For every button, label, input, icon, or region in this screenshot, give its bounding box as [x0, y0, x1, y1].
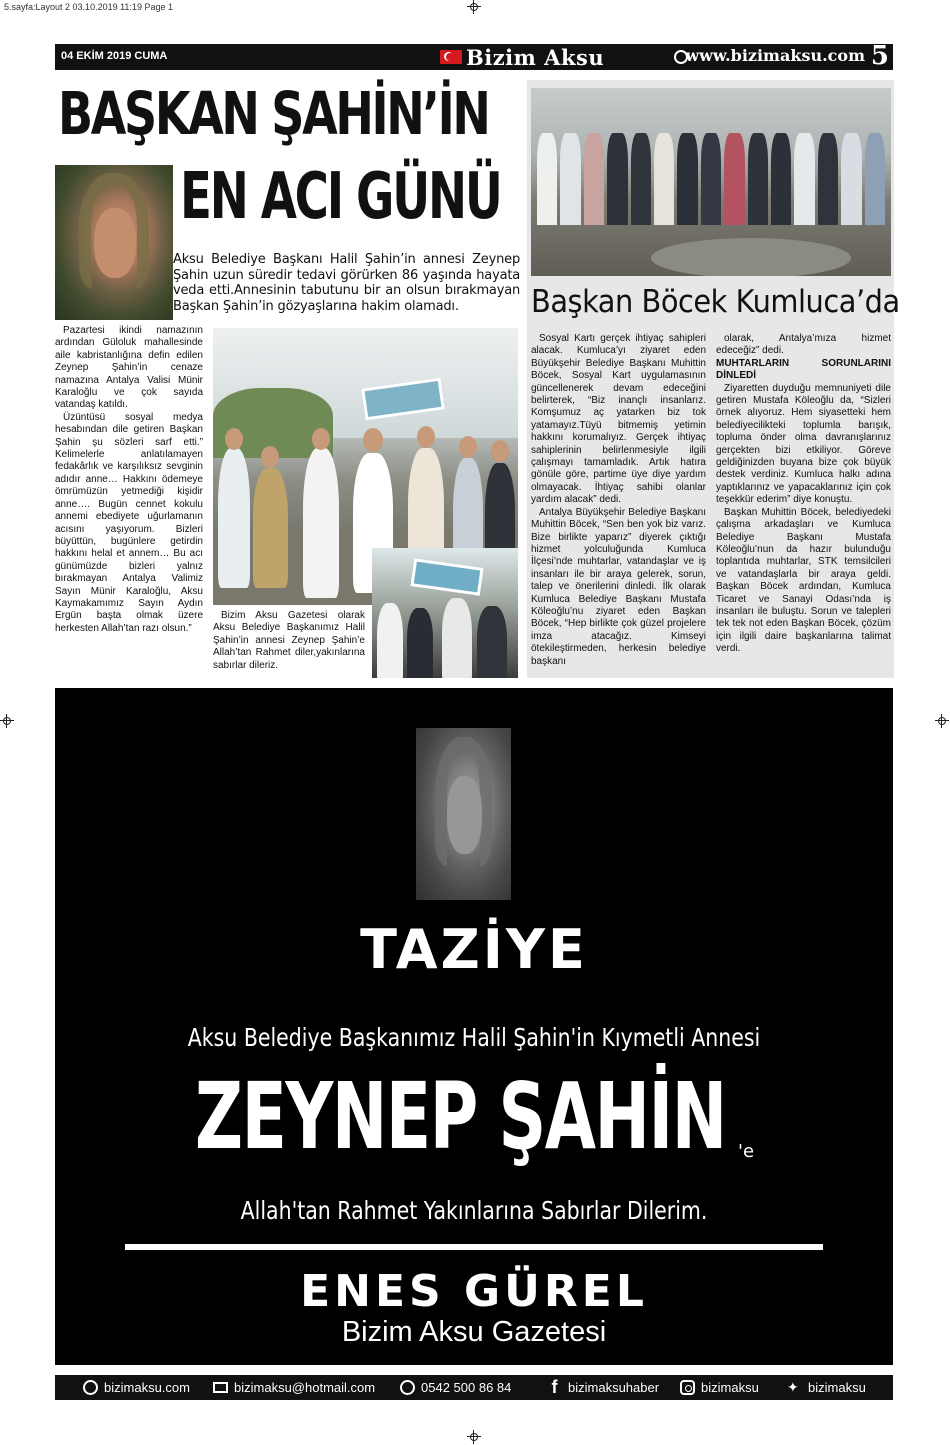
- footer-email[interactable]: [213, 1380, 375, 1395]
- whatsapp-icon: [400, 1380, 415, 1395]
- side-story-paragraph: olarak, Antalya’mıza hizmet edeceğiz” dedi.: [716, 333, 891, 357]
- side-story-paragraph: Antalya Büyükşehir Belediye Başkanı Muhittin Böcek, “Sen ben yok biz varız. Bize birlikte yaparız” diyerek çıktığı hizmet yolculuğunda Kumluca İlçesi’nde muhtarlar, vatandaşlar ve iş insanları ile bir araya gelerek, sorun, talep ve önerilerini dinledi. İlk olarak Kumluca Belediye Başkanı Mustafa Köleoğlu’nu ziyaret eden Başkan Böcek, “Hep birlikte çok güzel projelere imza atacağız. Kimseyi ötekileştirmeden, herkesin belediye başkanı: [531, 506, 706, 667]
- facebook-icon: f: [551, 1377, 558, 1397]
- instagram-icon: [680, 1380, 695, 1395]
- side-story-subhead: MUHTARLARIN SORUNLARINI DİNLEDİ: [716, 357, 891, 382]
- globe-icon: [83, 1380, 98, 1395]
- crop-mark-icon: [467, 1430, 481, 1444]
- main-headline-line2: EN ACI GÜNÜ: [180, 160, 501, 234]
- brand-logo: [440, 44, 604, 70]
- side-story-paragraph: Ziyaretten duyduğu memnuniyeti dile getiren Mustafa Köleoğlu da, “Sizleri örnek alıyoruz. Hem siyasetteki hem belediyecilikteki toplumla barışık, topluma önder olma davranışlarınız gerçekten bizi etkiliyor. Göreve geldiğinizden buyana bize çok büyük destek verdiniz. Kumluca halkı adına yaptıklarınız ve yapacaklarınız için çok teşekkür ederim” diye konuştu.: [716, 382, 891, 506]
- mail-icon: [213, 1382, 228, 1393]
- footer-twitter-text: bizimaksu: [808, 1380, 866, 1395]
- crop-mark-icon: [467, 0, 481, 14]
- ad-name-suffix: 'e: [738, 1141, 755, 1162]
- side-story-headline: Başkan Böcek Kumluca’da: [531, 284, 900, 320]
- footer-instagram-text: bizimaksu: [701, 1380, 759, 1395]
- side-story-paragraph: Sosyal Kartı gerçek ihtiyaç sahipleri alacak. Kumluca’yı ziyaret eden Büyükşehir Belediye Başkanı Muhittin Böcek, Sosyal Kart uygulamasının güncellenerek devam edeceğini belirterek, “Biz inançlı insanlarız. Komşumuz aç yatarken biz tok yatamayız.Tüyü bitmemiş yetimin hakkını korumalıyız. Gerçek ihtiyaç sahiplerinin belirlenmesiyle ilgili çalışmayı tamamladık. Artık hatıra gönüle göre, partime üye diye yardım olmayacak. İhtiyaç sahibi olanlar yardım alacak” dedi.: [531, 333, 706, 506]
- funeral-photo-small: [372, 548, 518, 678]
- masthead-bar: [55, 41, 893, 71]
- ad-line-1: Aksu Belediye Başkanımız Halil Şahin'in Kıymetli Annesi: [187, 1023, 761, 1052]
- main-body-paragraph: Pazartesi ikindi namazının ardından Güloluk mahallesinde aile kabristanlığına defin edilen Zeynep Şahin’in cenaze namazına Antalya Valisi Münir Karaloğlu ve çok sayıda vatandaş katıldı.: [55, 325, 203, 411]
- ad-title: TAZİYE: [360, 918, 588, 981]
- footer-facebook[interactable]: [547, 1377, 660, 1397]
- footer-twitter[interactable]: [787, 1380, 866, 1395]
- footer-email-text: bizimaksu@hotmail.com: [234, 1380, 376, 1395]
- condolence-note-text: Bizim Aksu Gazetesi olarak Aksu Belediye Başkanımız Halil Şahin’in annesi Zeynep Şahin’e Allah’tan Rahmet diler,yakınlarına sabırlar dileriz.: [213, 610, 365, 671]
- footer-bar: [55, 1375, 893, 1400]
- twitter-icon: ✦: [787, 1379, 799, 1395]
- crop-mark-icon: [0, 714, 14, 728]
- portrait-photo: [55, 165, 173, 320]
- footer-web[interactable]: [83, 1380, 190, 1395]
- page-number: 5: [870, 41, 889, 71]
- ad-signature-subtitle: Bizim Aksu Gazetesi: [341, 1316, 607, 1348]
- ad-deceased-name: ZEYNEP ŞAHİN: [195, 1063, 726, 1170]
- ad-divider: [125, 1244, 823, 1250]
- side-story-paragraph: Başkan Muhittin Böcek, belediyedeki çalışma arkadaşları ve Kumluca Belediye Başkanı Mustafa Köleoğlu’nun da hazır bulunduğu toplantıda muhtarlar, STK temsilcileri ve vatandaşlarla bir araya geldi. Başkan Böcek ardından, Kumluca Ticaret ve Sanayi Odası’nda iş insanları ile buluştu. Sorun ve talepleri tek tek not eden Başkan Böcek, çözüm için ilgili daire başkanlarına talimat verdi.: [716, 506, 891, 655]
- ad-portrait-photo: [416, 728, 511, 900]
- condolence-ad: [55, 688, 893, 1365]
- print-info: 5.sayfa:Layout 2 03.10.2019 11:19 Page 1: [4, 2, 173, 12]
- issue-date: 04 EKİM 2019 CUMA: [61, 50, 168, 62]
- main-lede: Aksu Belediye Başkanı Halil Şahin’in annesi Zeynep Şahin uzun süredir tedavi görürken 86 yaşında hayata veda etti.Annesinin tabutunu bir an olsun bırakmayan Başkan Şahin’in gözyaşlarına hakim olamadı.: [173, 252, 520, 314]
- footer-facebook-text: bizimaksuhaber: [568, 1380, 660, 1395]
- footer-phone-text: 0542 500 86 84: [421, 1380, 512, 1395]
- group-photo: [531, 88, 891, 276]
- footer-phone[interactable]: [400, 1380, 511, 1395]
- brand-name: Bizim Aksu: [466, 44, 605, 70]
- ad-signature: ENES GÜREL: [300, 1266, 648, 1317]
- main-body-column: [55, 325, 203, 635]
- main-body-paragraph: Üzüntüsü sosyal medya hesabından dile getiren Başkan Şahin şu sözleri sarf etti.” Kelimelerle anlatılamayen fedakârlık ve karşılıksız sevginin adıdır anne… Hakkını ödemeye ömrümüzün yetmediği kişidir anne…. Bugün cennet kokulu annemi ebediyete uğurlamanın acısını yaşıyorum. Bizleri büyüttün, bugünlere getirdin hakkını helal et annem… Bu acı günümüzde bizleri yalnız bırakmayan Antalya Valimiz Sayın Münir Karaloğlu, Aksu Kaymakamımız Sayın Aydın Ergün başta olmak üzere herkesten Allah’tan razı olsun.”: [55, 411, 203, 634]
- side-story-column-1: [531, 333, 706, 668]
- turkish-flag-icon: [440, 50, 462, 64]
- footer-web-text: bizimaksu.com: [104, 1380, 190, 1395]
- condolence-note: [213, 610, 365, 672]
- footer-instagram[interactable]: [680, 1380, 759, 1395]
- site-url[interactable]: www.bizimaksu.com: [685, 46, 865, 65]
- ad-line-2: Allah'tan Rahmet Yakınlarına Sabırlar Dilerim.: [240, 1196, 708, 1225]
- crop-mark-icon: [935, 714, 949, 728]
- main-headline-line1: BAŞKAN ŞAHİN’İN: [58, 79, 489, 148]
- side-story-column-2: [716, 333, 891, 656]
